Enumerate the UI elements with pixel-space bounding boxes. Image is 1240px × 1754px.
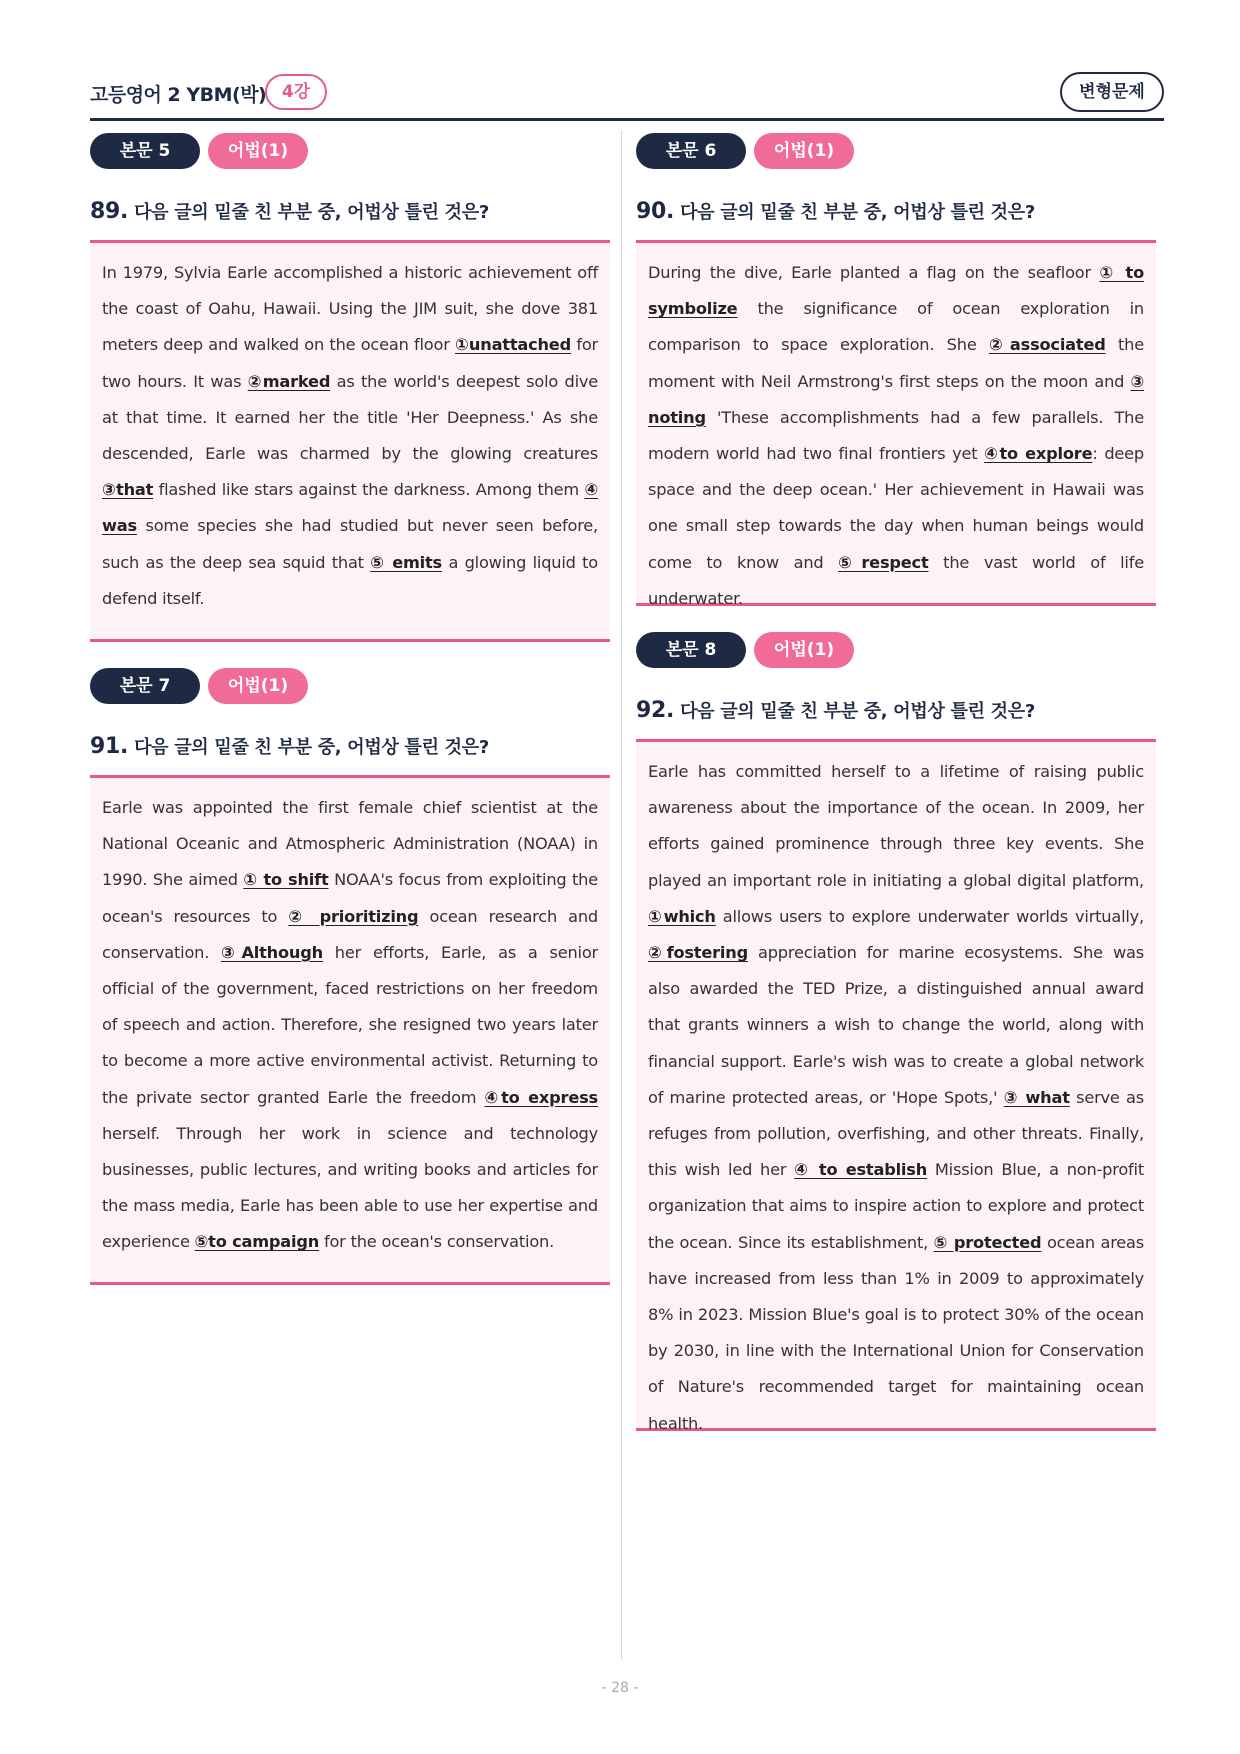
q90-title [636, 198, 1035, 224]
passage-segment: for the ocean's conservation. [319, 1232, 555, 1252]
passage-segment: herself. Through her work in science and technology businesses, public lectures, and writing books and articles for the mass media, Earle has been able to use her expertise and experience [102, 1123, 598, 1252]
passage-segment: Earle has committed herself to a lifetime of raising public awareness about the importance of the ocean. In 2009, her efforts gained prominence through three key events. She played an important role in initiating a global digital platform, [648, 762, 1144, 890]
passage-segment: : deep space and the deep ocean.' Her achievement in Hawaii was one small step towards the day when human beings would come to know and [648, 444, 1145, 572]
q89-passage [90, 240, 610, 642]
passage-segment: 'These accomplishments had a few parallels. The modern world had two final frontiers yet [648, 407, 1144, 464]
section-tag: 본문 7 [90, 668, 200, 704]
underlined-choice: ② prioritizing [288, 906, 419, 926]
q92-tags [636, 632, 866, 668]
question-prompt: 다음 글의 밑줄 친 부분 중, 어법상 틀린 것은? [680, 701, 1035, 722]
passage-segment: the vast world of life underwater. [648, 552, 1144, 608]
passage-text [102, 790, 598, 1261]
q90-tags [636, 133, 866, 169]
section-tag: 본문 6 [636, 133, 746, 169]
page-number: - 28 - [601, 1680, 639, 1696]
question-prompt: 다음 글의 밑줄 친 부분 중, 어법상 틀린 것은? [134, 202, 489, 223]
underlined-choice: ①unattached [455, 335, 571, 355]
passage-segment: appreciation for marine ecosystems. She was also awarded the TED Prize, a distinguished annual award that grants winners a wish to change the world, along with financial support. Earle's wish was to create a global network of marine protected areas, or 'Hope Spots,' [648, 943, 1144, 1107]
passage-segment: allows users to explore underwater worlds virtually, [715, 906, 1144, 926]
passage-segment: her efforts, Earle, as a senior official of the government, faced restrictions on her freedom of speech and action. Therefore, she resigned two years later to become a more active environmental activist. Returning to the private sector granted Earle the freedom [102, 942, 599, 1107]
underlined-choice: ⑤ protected [933, 1232, 1042, 1252]
question-number: 89. [90, 199, 129, 224]
underlined-choice: ①which [648, 906, 716, 926]
passage-segment: as the world's deepest solo dive at that time. It earned her the title 'Her Deepness.' As she descended, Earle was charmed by the glowing creatures [102, 371, 599, 464]
q92-title [636, 697, 1035, 723]
passage-segment: for two hours. It was [102, 335, 598, 391]
underlined-choice: ⑤to campaign [194, 1232, 320, 1252]
underlined-choice: ① to shift [243, 870, 329, 890]
underlined-choice: ②fostering [648, 943, 748, 963]
header-divider [90, 118, 1164, 121]
underlined-choice: ④to express [484, 1087, 598, 1107]
underlined-choice: ③Although [221, 942, 323, 962]
q89-tags [90, 133, 320, 169]
question-number: 91. [90, 734, 129, 759]
passage-segment: the moment with Neil Armstrong's first steps on the moon and [648, 335, 1144, 391]
q92-passage [636, 739, 1156, 1431]
passage-segment: ocean research and conservation. [102, 906, 599, 962]
underlined-choice: ③ noting [648, 371, 1144, 427]
underlined-choice: ④ to establish [794, 1160, 928, 1180]
q89-title [90, 198, 489, 224]
section-tag: 본문 5 [90, 133, 200, 169]
category-tag: 어법(1) [208, 133, 308, 169]
question-prompt: 다음 글의 밑줄 친 부분 중, 어법상 틀린 것은? [680, 202, 1035, 223]
passage-segment: ocean areas have increased from less than 1% in 2009 to approximately 8% in 2023. Mission Blue's goal is to protect 30% of the ocean by 2030, in line with the International Union for Conservation of Nature's recommended target for maintaining ocean health. [648, 1232, 1145, 1433]
question-number: 92. [636, 698, 675, 723]
passage-text [102, 255, 598, 617]
question-number: 90. [636, 199, 675, 224]
q91-tags [90, 668, 320, 704]
category-tag: 어법(1) [754, 632, 854, 668]
course-title: 고등영어 2 YBM(박) [90, 84, 267, 106]
passage-segment: serve as refuges from pollution, overfishing, and other threats. Finally, this wish led her [648, 1087, 1144, 1180]
passage-text [648, 255, 1144, 617]
passage-segment: flashed like stars against the darkness. Among them [153, 480, 585, 500]
underlined-choice: ③that [102, 480, 154, 500]
category-tag: 어법(1) [208, 668, 308, 704]
passage-segment: Earle was appointed the first female chief scientist at the National Oceanic and Atmospheric Administration (NOAA) in 1990. She aimed [102, 798, 598, 890]
passage-segment: the significance of ocean exploration in comparison to space exploration. She [648, 299, 1144, 355]
worksheet-type-badge: 변형문제 [1060, 72, 1164, 112]
underlined-choice: ⑤respect [838, 552, 929, 572]
underlined-choice: ① to symbolize [648, 263, 1144, 319]
passage-segment: In 1979, Sylvia Earle accomplished a historic achievement off the coast of Oahu, Hawaii. Using the JIM suit, she dove 381 meters deep and walked on the ocean floor [102, 263, 598, 355]
passage-segment: NOAA's focus from exploiting the ocean's resources to [102, 870, 598, 926]
column-divider [621, 130, 622, 1660]
passage-segment: some species she had studied but never seen before, such as the deep sea squid that [102, 516, 598, 572]
q91-passage [90, 775, 610, 1285]
passage-text [648, 754, 1144, 1442]
question-prompt: 다음 글의 밑줄 친 부분 중, 어법상 틀린 것은? [134, 737, 489, 758]
underlined-choice: ②marked [247, 371, 331, 391]
underlined-choice: ④to explore [984, 444, 1093, 464]
lesson-badge: 4강 [265, 74, 327, 110]
underlined-choice: ②associated [988, 335, 1106, 355]
section-tag: 본문 8 [636, 632, 746, 668]
underlined-choice: ③ what [1003, 1087, 1070, 1107]
category-tag: 어법(1) [754, 133, 854, 169]
q90-passage [636, 240, 1156, 606]
passage-segment: Mission Blue, a non-profit organization that aims to inspire action to explore and protect the ocean. Since its establishment, [648, 1160, 1145, 1252]
q91-title [90, 733, 489, 759]
passage-segment: During the dive, Earle planted a flag on the seafloor [648, 263, 1100, 282]
underlined-choice: ④ was [102, 480, 598, 536]
passage-segment: a glowing liquid to defend itself. [102, 552, 598, 608]
underlined-choice: ⑤ emits [370, 552, 442, 572]
page-header [90, 70, 1164, 122]
